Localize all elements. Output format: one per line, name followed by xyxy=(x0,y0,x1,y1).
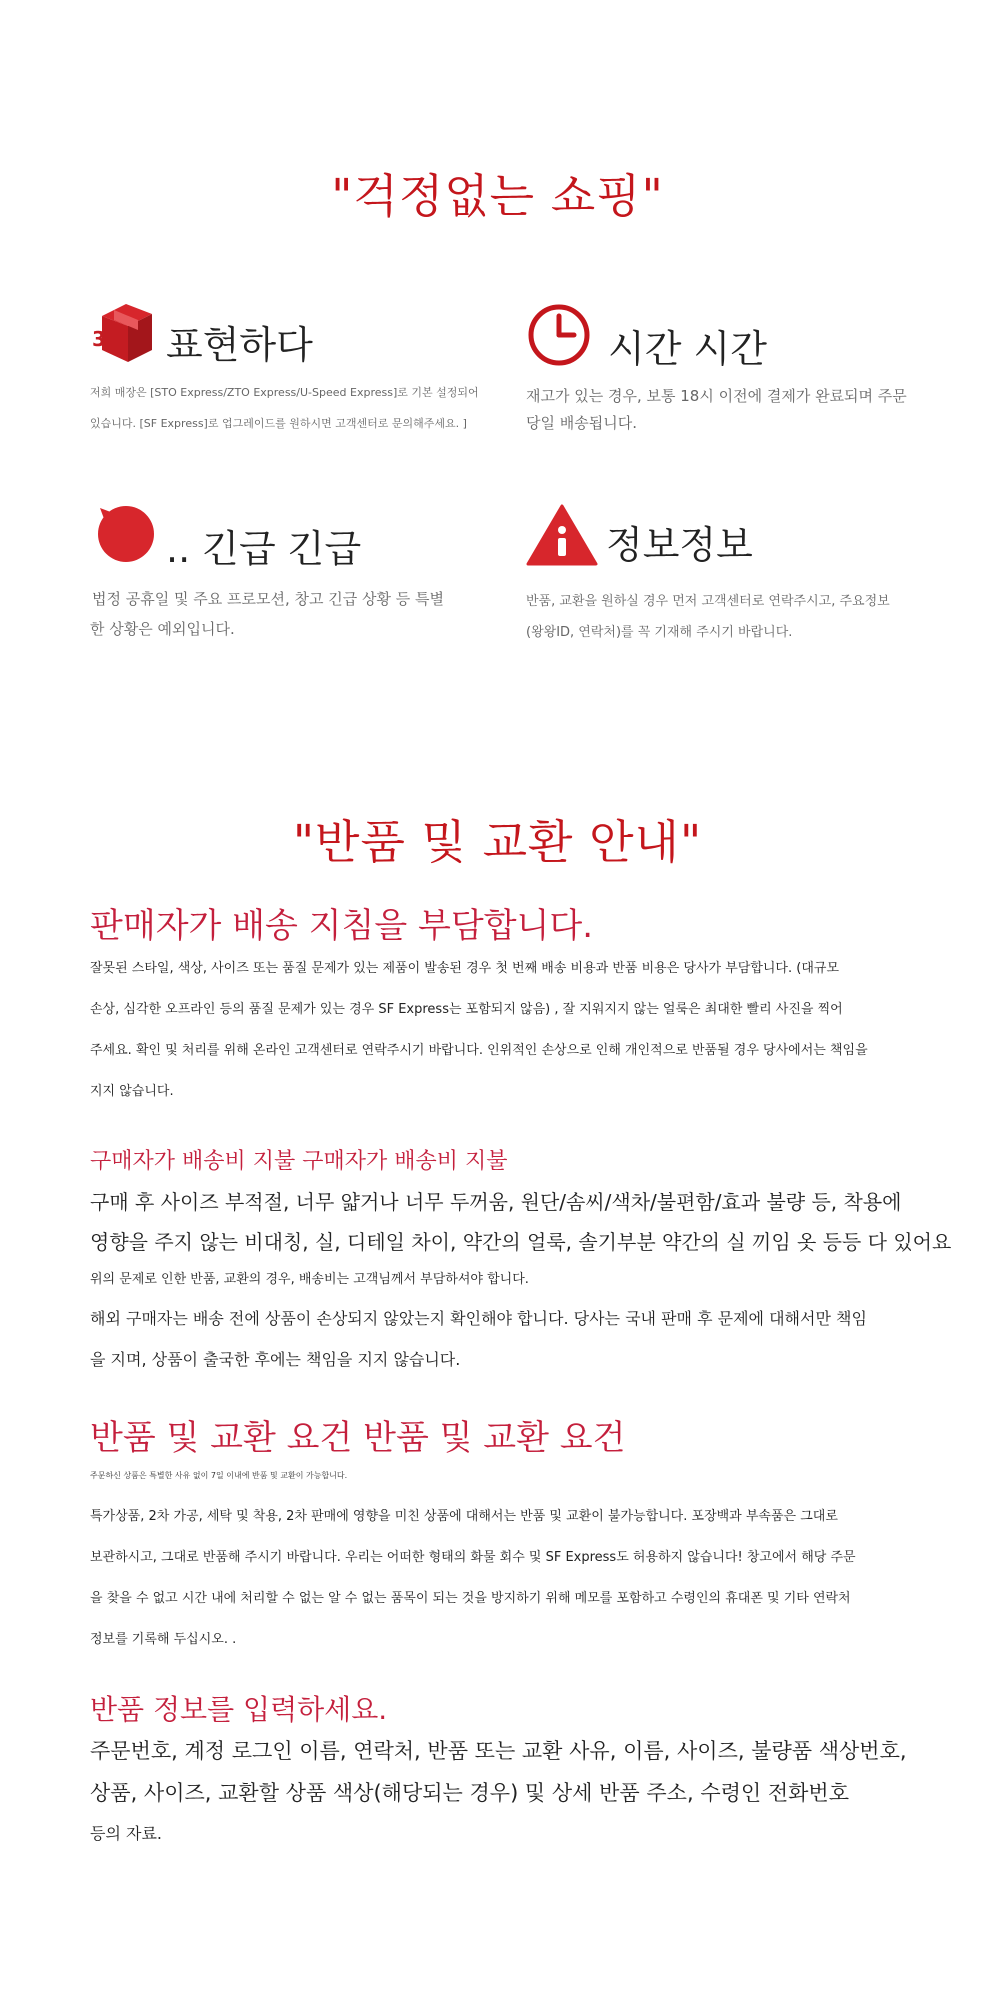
return-info-paragraph xyxy=(90,1730,980,1854)
seller-line-2: 손상, 심각한 오프라인 등의 품질 문제가 있는 경우 SF Express는 포함되지 않음) , 잘 지워지지 않는 얼룩은 최대한 빨리 사진을 찍어 xyxy=(90,1002,843,1017)
feature-text-delivery-line2: 있습니다. [SF Express]로 업그레이드를 원하시면 고객센터로 문의해주세요. ] xyxy=(90,417,467,430)
section-title-worry-free: "걱정없는 쇼핑" xyxy=(331,169,664,223)
section-title-return-exchange: "반품 및 교환 안내" xyxy=(292,815,703,869)
svg-text:3: 3 xyxy=(92,327,106,351)
feature-text-time-line1: 재고가 있는 경우, 보통 18시 이전에 결제가 완료되며 주문 xyxy=(526,387,907,405)
return-info-line-2: 상품, 사이즈, 교환할 상품 색상(해당되는 경우) 및 상세 반품 주소, 수령인 전화번호 xyxy=(90,1781,849,1805)
feature-text-delivery-line1: 저희 매장은 [STO Express/ZTO Express/U-Speed Express]로 기본 설정되어 xyxy=(90,386,479,399)
warning-icon xyxy=(526,504,598,566)
delivery-box-icon xyxy=(92,300,158,366)
conditions-line-3: 을 찾을 수 없고 시간 내에 처리할 수 없는 알 수 없는 품목이 되는 것을 방지하기 위해 메모를 포함하고 수령인의 휴대폰 및 기타 연락처 xyxy=(90,1591,851,1606)
conditions-line-1: 특가상품, 2차 가공, 세탁 및 착용, 2차 판매에 영향을 미친 상품에 대해서는 반품 및 교환이 불가능합니다. 포장백과 부속품은 그대로 xyxy=(90,1509,838,1524)
heading-conditions: 반품 및 교환 요건 반품 및 교환 요건 xyxy=(90,1418,626,1458)
conditions-line-2: 보관하시고, 그대로 반품해 주시기 바랍니다. 우리는 어떠한 형태의 화물 회수 및 SF Express도 허용하지 않습니다! 창고에서 해당 주문 xyxy=(90,1550,856,1565)
feature-text-urgent-line1: 법정 공휴일 및 주요 프로모션, 창고 긴급 상황 등 특별 xyxy=(92,590,444,608)
conditions-tiny-note: 주문하신 상품은 특별한 사유 없이 7일 이내에 반품 및 교환이 가능합니다. xyxy=(90,1471,348,1480)
seller-paragraph xyxy=(90,948,970,1112)
buyer-small-line: 위의 문제로 인한 반품, 교환의 경우, 배송비는 고객님께서 부담하셔야 합니다. xyxy=(90,1272,529,1287)
return-info-line-3: 등의 자료. xyxy=(90,1824,162,1843)
conditions-line-4: 정보를 기록해 두십시오. . xyxy=(90,1632,237,1647)
buyer-big-line-1: 구매 후 사이즈 부적절, 너무 얇거나 너무 두꺼움, 원단/솜씨/색차/불편함/효과 불량 등, 착용에 xyxy=(90,1190,902,1214)
return-info-line-1: 주문번호, 계정 로그인 이름, 연락처, 반품 또는 교환 사유, 이름, 사이즈, 불량품 색상번호, xyxy=(90,1739,907,1763)
buyer-paragraph xyxy=(90,1182,980,1380)
heading-return-info: 반품 정보를 입력하세요. xyxy=(90,1693,388,1726)
feature-title-urgent: .. 긴급 긴급 xyxy=(166,527,362,571)
feature-title-time: 시간 시간 xyxy=(608,327,767,371)
heading-buyer-pays: 구매자가 배송비 지불 구매자가 배송비 지불 xyxy=(90,1149,508,1174)
feature-text-time-line2: 당일 배송됩니다. xyxy=(526,414,637,432)
buyer-med-line-2: 을 지며, 상품이 출국한 후에는 책임을 지지 않습니다. xyxy=(90,1350,461,1369)
feature-text-info-line2: (왕왕ID, 연락처)를 꼭 기재해 주시기 바랍니다. xyxy=(526,625,793,640)
clock-icon xyxy=(526,302,592,368)
seller-line-1: 잘못된 스타일, 색상, 사이즈 또는 품질 문제가 있는 제품이 발송된 경우 첫 번째 배송 비용과 반품 비용은 당사가 부담합니다. (대규모 xyxy=(90,961,839,976)
buyer-big-line-2: 영향을 주지 않는 비대칭, 실, 디테일 차이, 약간의 얼룩, 솔기부분 약간의 실 끼임 옷 등등 다 있어요 xyxy=(90,1230,952,1254)
seller-line-3: 주세요. 확인 및 처리를 위해 온라인 고객센터로 연락주시기 바랍니다. 인위적인 손상으로 인해 개인적으로 반품될 경우 당사에서는 책임을 xyxy=(90,1043,868,1058)
heading-seller-pays: 판매자가 배송 지침을 부담합니다. xyxy=(90,906,594,946)
feature-title-delivery: 표현하다 xyxy=(166,323,313,367)
feature-text-info-line1: 반품, 교환을 원하실 경우 먼저 고객센터로 연락주시고, 주요정보 xyxy=(526,594,890,609)
feature-title-info: 정보정보 xyxy=(606,523,753,567)
buyer-med-line-1: 해외 구매자는 배송 전에 상품이 손상되지 않았는지 확인해야 합니다. 당사는 국내 판매 후 문제에 대해서만 책임 xyxy=(90,1309,867,1328)
feature-text-urgent-line2: 한 상황은 예외입니다. xyxy=(90,620,235,638)
speech-bubble-icon xyxy=(92,504,158,566)
conditions-paragraph xyxy=(90,1496,970,1660)
seller-line-4: 지지 않습니다. xyxy=(90,1084,174,1099)
